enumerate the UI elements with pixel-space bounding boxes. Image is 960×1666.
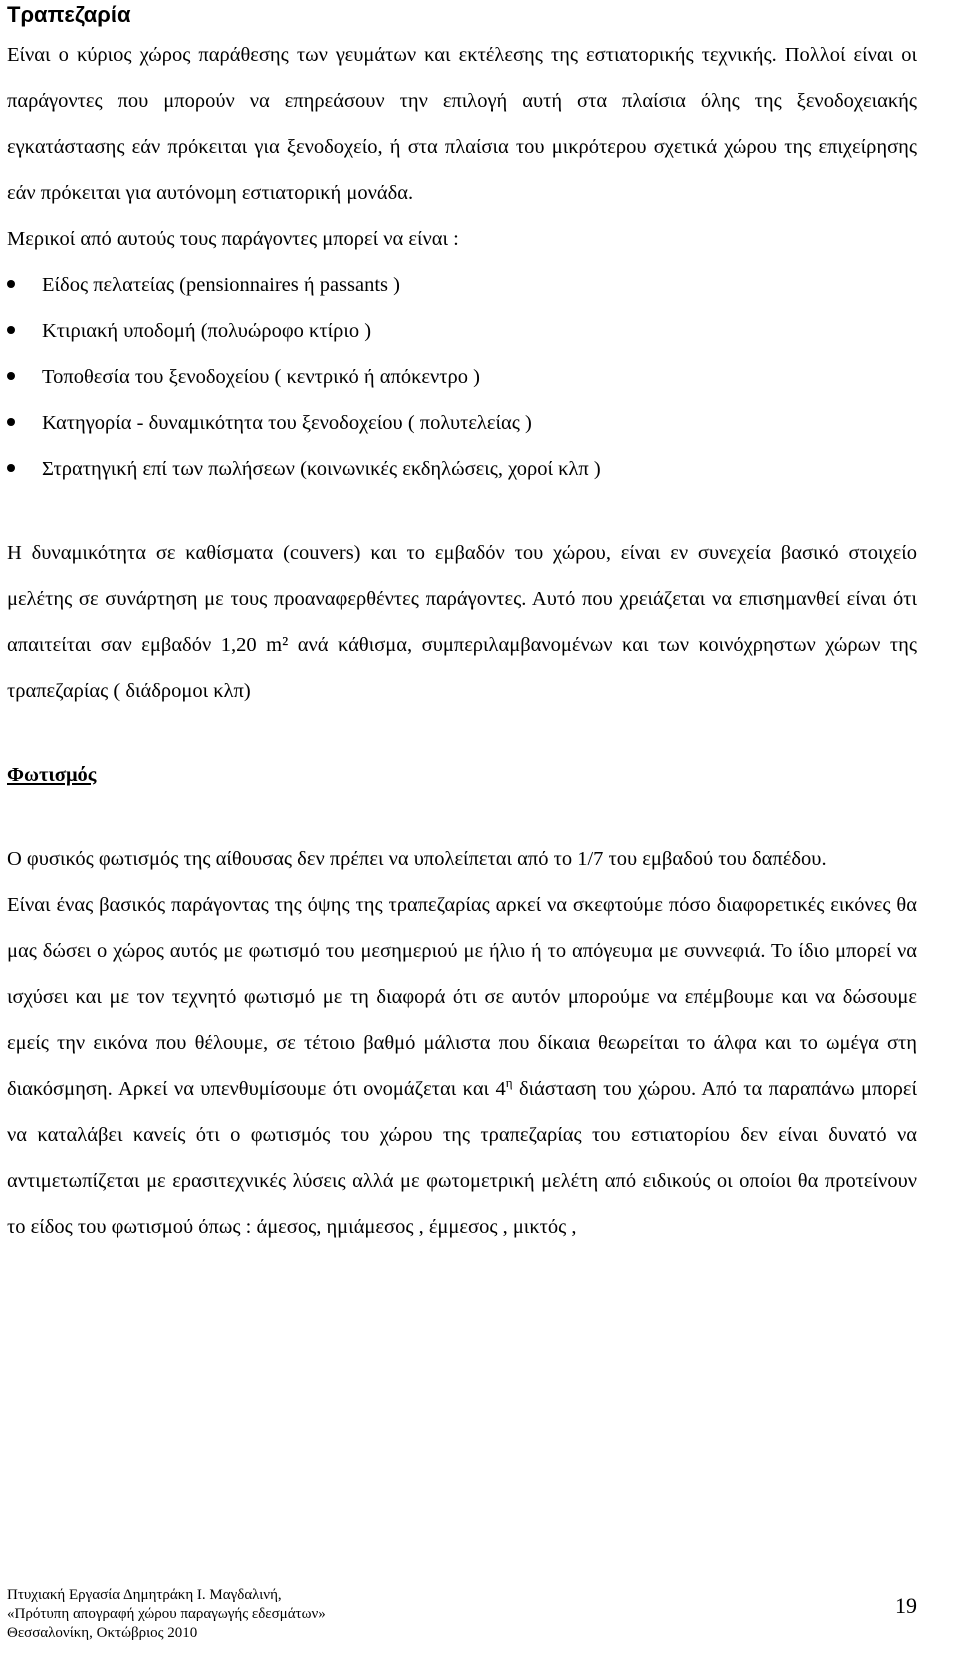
list-item-text: Κατηγορία - δυναμικότητα του ξενοδοχείου ( πολυτελείας ) <box>42 412 532 434</box>
footer-thesis-title: «Πρότυπη απογραφή χώρου παραγωγής εδεσμάτων» <box>7 1606 326 1622</box>
factors-intro: Μερικοί από αυτούς τους παράγοντες μπορεί να είναι : <box>7 228 459 250</box>
intro-paragraph: Είναι ο κύριος χώρος παράθεσης των γευμάτων και εκτέλεσης της εστιατορικής τεχνικής. Πολλοί είναι οι παράγοντες που μπορούν να επηρεάσουν την επιλογή αυτή στα πλαίσια όλης της ξενοδοχειακής εγκατάστασης εάν πρόκειται για ξενοδοχείο, ή στα πλαίσια του μικρότερου σχετικά χώρου της επιχείρησης εάν πρόκειται για αυτόνομη εστιατορική μονάδα. <box>7 44 917 204</box>
list-item <box>7 308 917 354</box>
document-page <box>7 0 917 1250</box>
list-item <box>7 262 917 308</box>
list-item-text: Είδος πελατείας (pensionnaires ή passants ) <box>42 274 400 296</box>
footer-place-date: Θεσσαλονίκη, Οκτώβριος 2010 <box>7 1625 198 1641</box>
bullet-icon <box>7 326 15 334</box>
lighting-heading: Φωτισμός <box>7 764 97 786</box>
spacer <box>7 714 917 752</box>
factors-list <box>7 262 917 492</box>
bullet-icon <box>7 372 15 380</box>
bullet-icon <box>7 464 15 472</box>
list-item-text: Τοποθεσία του ξενοδοχείου ( κεντρικό ή απόκεντρο ) <box>42 366 480 388</box>
spacer <box>7 492 917 530</box>
ordinal-superscript: η <box>505 1075 513 1091</box>
lighting-paragraph-2 <box>7 882 917 1250</box>
list-item <box>7 354 917 400</box>
footer-author: Πτυχιακή Εργασία Δημητράκη Ι. Μαγδαλινή, <box>7 1587 282 1603</box>
bullet-icon <box>7 280 15 288</box>
list-item <box>7 400 917 446</box>
lighting-paragraph-1: Ο φυσικός φωτισμός της αίθουσας δεν πρέπει να υπολείπεται από το 1/7 του εμβαδού του δαπέδου. <box>7 848 827 870</box>
spacer <box>7 798 917 836</box>
list-item-text: Στρατηγική επί των πωλήσεων (κοινωνικές εκδηλώσεις, χοροί κλπ ) <box>42 458 601 480</box>
page-number: 19 <box>895 1593 917 1618</box>
capacity-paragraph: Η δυναμικότητα σε καθίσματα (couvers) και το εμβαδόν του χώρου, είναι εν συνεχεία βασικό στοιχείο μελέτης σε συνάρτηση με τους προαναφερθέντες παράγοντες. Αυτό που χρειάζεται να επισημανθεί είναι ότι απαιτείται σαν εμβαδόν 1,20 m² ανά κάθισμα, συμπεριλαμβανομένων και των κοινόχρηστων χώρων της τραπεζαρίας ( διάδρομοι κλπ) <box>7 542 917 702</box>
list-item-text: Κτιριακή υποδομή (πολυώροφο κτίριο ) <box>42 320 372 342</box>
page-footer <box>7 1586 917 1643</box>
page-title: Τραπεζαρία <box>7 2 131 27</box>
list-item <box>7 446 917 492</box>
lighting-paragraph-2-text-a: Είναι ένας βασικός παράγοντας της όψης της τραπεζαρίας αρκεί να σκεφτούμε πόσο διαφορετικές εικόνες θα μας δώσει ο χώρος αυτός με φωτισμό του μεσημεριού με ήλιο ή το απόγευμα με συννεφιά. Το ίδιο μπορεί να ισχύσει και με τον τεχνητό φωτισμό με τη διαφορά ότι σε αυτόν μπορούμε να επέμβουμε και να δώσουμε εμείς την εικόνα που θέλουμε, σε τέτοιο βαθμό μάλιστα που δίκαια θεωρείται το άλφα και το ωμέγα στη διακόσμηση. Αρκεί να υπενθυμίσουμε ότι ονομάζεται και 4 <box>7 894 917 1100</box>
bullet-icon <box>7 418 15 426</box>
lighting-paragraph-2-text-b: διάσταση του χώρου. Από τα παραπάνω μπορεί να καταλάβει κανείς ότι ο φωτισμός του χώρου της τραπεζαρίας του εστιατορίου δεν είναι δυνατό να αντιμετωπίζεται με ερασιτεχνικές λύσεις αλλά με φωτομετρική μελέτη από ειδικούς οι οποίοι θα προτείνουν το είδος του φωτισμού όπως : άμεσος, ημιάμεσος , έμμεσος , μικτός , <box>7 1078 917 1238</box>
